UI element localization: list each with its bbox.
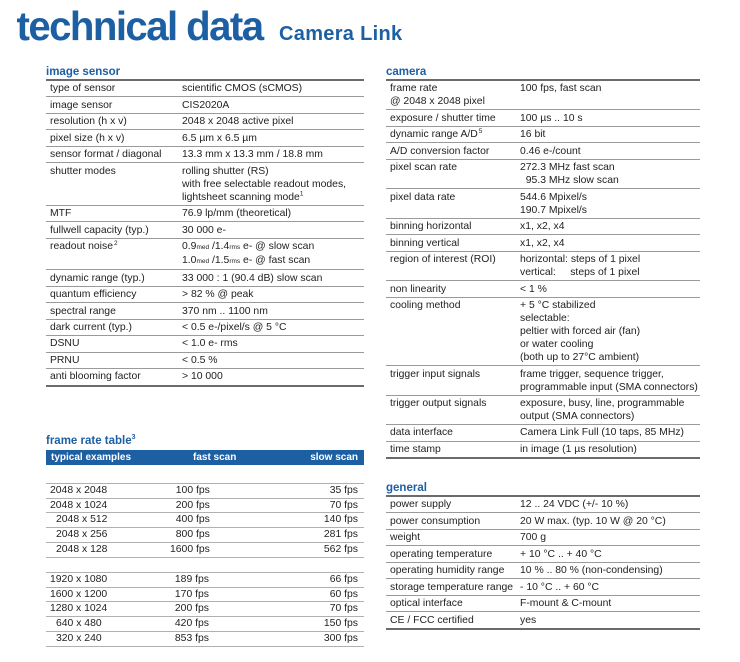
spec-key-text: A/D conversion factor (390, 145, 490, 157)
spec-key-text: anti blooming factor (50, 371, 141, 383)
spec-value (518, 126, 700, 142)
spec-value-line: (both up to 27°C ambient) (520, 352, 640, 364)
spec-key-text: operating humidity range (390, 565, 505, 577)
fast-scan-cell: 100 fps (175, 485, 210, 496)
slow-scan-cell: 300 fps (323, 632, 358, 644)
spec-value-line: exposure, busy, line, programmable (520, 398, 685, 409)
spec-key-text: pixel data rate (390, 191, 456, 203)
spec-key (386, 126, 518, 142)
spec-value (518, 189, 700, 218)
spec-row (46, 146, 364, 162)
subscript: med (196, 258, 210, 266)
spec-key-text: frame rate (390, 83, 438, 95)
spec-value-line: 190.7 Mpixel/s (520, 204, 587, 216)
spec-key-text: MTF (50, 208, 72, 220)
fast-scan-cell: 420 fps (174, 618, 209, 630)
spec-key (386, 546, 518, 562)
spec-row (386, 281, 700, 297)
spec-value-line: programmable input (SMA connectors) (520, 381, 698, 393)
spec-value-line: F-mount & C-mount (520, 598, 612, 610)
subscript: med (196, 244, 210, 252)
slow-scan-cell: 281 fps (323, 529, 358, 541)
spec-key (386, 281, 518, 297)
spec-key (46, 146, 180, 162)
spec-value-line: selectable: (520, 313, 570, 325)
title-sub: Camera Link (279, 23, 403, 45)
spec-row (386, 579, 700, 595)
spec-value-part: lightsheet scanning mode (182, 191, 300, 203)
spec-value-line: + 5 °C stabilized (520, 300, 596, 312)
resolution-cell: 2048 x 1024 (50, 499, 108, 511)
spec-value (180, 130, 364, 146)
camera-heading: camera (386, 66, 427, 78)
spec-key-text: dark current (typ.) (50, 322, 132, 333)
spec-key-text: sensor format / diagonal (50, 149, 162, 161)
spec-value-line: 6.5 µm x 6.5 µm (182, 132, 257, 144)
spec-key-text: spectral range (50, 305, 116, 317)
spec-value-line: Camera Link Full (10 taps, 85 MHz) (520, 427, 684, 439)
spec-value (518, 159, 700, 188)
spec-key-text: trigger input signals (390, 368, 481, 380)
spec-key-text: power consumption (390, 515, 481, 527)
spec-row (46, 369, 364, 386)
spec-value-line: x1, x2, x4 (520, 221, 565, 233)
frame-rate-table-header (46, 450, 364, 465)
spec-value-line: 16 bit (520, 129, 546, 141)
spec-key-text: pixel scan rate (390, 162, 457, 174)
spec-row (46, 319, 364, 335)
frame-rate-row (46, 513, 364, 528)
slow-scan-cell: 150 fps (323, 618, 358, 630)
spec-value-line: - 10 °C .. + 60 °C (520, 581, 600, 593)
fast-scan-cell: 200 fps (174, 603, 209, 615)
spec-key-text: resolution (h x v) (50, 116, 127, 128)
spec-value (180, 80, 364, 97)
spec-key-text: dynamic range (typ.) (50, 272, 145, 284)
spec-row (386, 218, 700, 234)
spec-value (180, 163, 364, 205)
spec-row (386, 395, 700, 424)
spec-row (46, 352, 364, 368)
spec-key (386, 297, 518, 365)
spec-value-line (182, 191, 364, 204)
spec-value-line: 10 % .. 80 % (non-condensing) (520, 565, 663, 577)
spec-row (386, 143, 700, 159)
spec-row (46, 80, 364, 97)
spec-value-part: e- @ fast scan (240, 255, 311, 267)
spec-row (386, 366, 700, 395)
spec-value (518, 366, 700, 395)
spec-value-line: rolling shutter (RS) (182, 165, 269, 177)
slow-scan-cell: 140 fps (323, 514, 358, 526)
spec-key (46, 205, 180, 221)
spec-value-line: > 10 000 (182, 371, 223, 383)
spec-key-text: non linearity (390, 283, 447, 295)
spec-value (518, 529, 700, 545)
general-table (386, 495, 700, 630)
spec-row (386, 425, 700, 441)
spec-value-line: 370 nm .. 1100 nm (182, 305, 268, 317)
spec-row (46, 97, 364, 113)
spec-value-line: 13.3 mm x 13.3 mm / 18.8 mm (182, 149, 323, 161)
spec-row (386, 529, 700, 545)
spec-key-text: cooling method (390, 300, 461, 312)
spec-key-text: binning vertical (390, 237, 460, 249)
subscript: rms (229, 244, 241, 252)
col-fast-scan: fast scan (193, 452, 237, 463)
spec-key (386, 159, 518, 188)
spec-value-line: + 10 °C .. + 40 °C (520, 548, 602, 560)
spec-value-part: 0.9 (182, 241, 197, 253)
resolution-cell: 1920 x 1080 (50, 574, 108, 585)
spec-value-line: 95.3 MHz slow scan (520, 175, 619, 187)
resolution-cell: 320 x 240 (56, 632, 102, 644)
spec-row (386, 496, 700, 513)
spec-key (386, 595, 518, 611)
resolution-cell: 1600 x 1200 (50, 588, 108, 600)
spec-value-line: 700 g (520, 532, 547, 544)
spec-row (46, 163, 364, 205)
resolution-cell: 2048 x 2048 (50, 485, 108, 496)
spec-key-text: PRNU (50, 354, 80, 366)
spec-key-text: trigger output signals (390, 398, 487, 409)
spec-key-text: data interface (390, 427, 453, 439)
spec-value-part: /1.4 (209, 241, 230, 253)
spec-value (518, 297, 700, 365)
spec-key (46, 80, 180, 97)
spec-key (386, 143, 518, 159)
frame-rate-table-heading: frame rate table$^3$ (46, 434, 136, 447)
spec-value-line: 100 µs .. 10 s (520, 112, 583, 124)
frame-rate-row (46, 484, 364, 499)
resolution-cell: 2048 x 256 (56, 529, 108, 541)
spec-value (518, 281, 700, 297)
slow-scan-cell: 562 fps (323, 543, 358, 555)
spec-key (386, 366, 518, 395)
fast-scan-cell: 400 fps (175, 514, 210, 526)
spec-value (180, 286, 364, 302)
spec-row (46, 113, 364, 129)
spec-row (46, 303, 364, 319)
footnote-ref: 2 (113, 239, 118, 247)
frame-rate-group-2 (46, 572, 364, 647)
spec-value (518, 612, 700, 629)
spec-value (180, 113, 364, 129)
frame-rate-row (46, 498, 364, 513)
spec-row (46, 130, 364, 146)
title-main: technical data (16, 3, 263, 49)
resolution-cell: 1280 x 1024 (50, 603, 108, 615)
frame-rate-group-1 (46, 483, 364, 558)
slow-scan-cell: 66 fps (329, 574, 358, 585)
spec-key (386, 529, 518, 545)
spec-row (46, 286, 364, 302)
spec-key-text: pixel size (h x v) (50, 132, 125, 144)
slow-scan-cell: 70 fps (329, 499, 358, 511)
fast-scan-cell: 1600 fps (170, 543, 210, 555)
spec-key-text: operating temperature (390, 548, 493, 560)
spec-row (386, 513, 700, 529)
spec-key-text: shutter modes (50, 165, 116, 177)
spec-row (386, 80, 700, 110)
col-slow-scan: slow scan (310, 452, 358, 463)
spec-row (386, 562, 700, 578)
spec-key-text: binning horizontal (390, 221, 472, 233)
spec-value-line: 33 000 : 1 (90.4 dB) slow scan (182, 272, 323, 284)
spec-key-text: type of sensor (50, 83, 116, 95)
spec-key-text: readout noise (50, 241, 113, 253)
spec-value-line: CIS2020A (182, 99, 230, 111)
spec-key-text: fullwell capacity (typ.) (50, 224, 149, 236)
spec-value (180, 97, 364, 113)
spec-value (180, 319, 364, 335)
spec-key-text: dynamic range A/D (390, 129, 478, 141)
spec-value-line: < 1.0 e- rms (182, 338, 238, 350)
spec-value-line: 272.3 MHz fast scan (520, 162, 615, 174)
frame-rate-row (46, 587, 364, 602)
spec-value-line: 12 .. 24 VDC (+/- 10 %) (520, 499, 629, 511)
resolution-cell: 2048 x 128 (56, 543, 108, 555)
spec-value-line: vertical: steps of 1 pixel (520, 267, 640, 279)
spec-value-line (182, 240, 364, 254)
spec-value-line: in image (1 µs resolution) (520, 443, 637, 455)
spec-key-text: time stamp (390, 443, 441, 455)
spec-key (386, 395, 518, 424)
spec-value (518, 562, 700, 578)
spec-value-line: 100 fps, fast scan (520, 83, 602, 95)
spec-row (386, 189, 700, 218)
spec-key (386, 425, 518, 441)
spec-value (180, 222, 364, 238)
image-sensor-heading: image sensor (46, 66, 121, 78)
spec-key-text: power supply (390, 499, 452, 511)
spec-value (518, 425, 700, 441)
spec-value-line: yes (520, 614, 537, 626)
spec-value-line: < 0.5 e-/pixel/s @ 5 °C (182, 322, 287, 333)
spec-key (386, 496, 518, 513)
spec-key (46, 113, 180, 129)
spec-value (518, 513, 700, 529)
spec-key-text: DSNU (50, 338, 80, 350)
spec-row (46, 222, 364, 238)
spec-value (518, 143, 700, 159)
frame-rate-row (46, 602, 364, 617)
spec-value-line: 0.46 e-/count (520, 145, 581, 157)
spec-value-line: scientific CMOS (sCMOS) (182, 83, 303, 95)
spec-key (46, 303, 180, 319)
spec-value-line: horizontal: steps of 1 pixel (520, 254, 641, 266)
image-sensor-table (46, 79, 364, 387)
spec-value-line: 20 W max. (typ. 10 W @ 20 °C) (520, 515, 666, 527)
spec-value-part: /1.5 (209, 255, 230, 267)
spec-value (180, 336, 364, 352)
spec-key (386, 110, 518, 126)
spec-key-text: storage temperature range (390, 581, 514, 593)
spec-value-line: x1, x2, x4 (520, 237, 565, 249)
spec-value-line: < 1 % (520, 283, 547, 295)
spec-value (518, 235, 700, 251)
spec-value-line (182, 254, 364, 268)
resolution-cell: 640 x 480 (56, 618, 102, 630)
spec-value-part: 1.0 (182, 255, 197, 267)
col-typical-examples: typical examples (51, 452, 132, 463)
spec-row (386, 595, 700, 611)
spec-row (46, 270, 364, 286)
spec-value (518, 218, 700, 234)
spec-key (46, 369, 180, 386)
spec-value-line: 2048 x 2048 active pixel (182, 116, 294, 128)
spec-row (386, 546, 700, 562)
slow-scan-cell: 35 fps (329, 485, 358, 496)
frame-rate-row (46, 573, 364, 588)
frame-rate-row (46, 631, 364, 646)
spec-value (180, 238, 364, 269)
spec-key (46, 97, 180, 113)
spec-value (180, 303, 364, 319)
spec-value (518, 395, 700, 424)
spec-value (518, 80, 700, 110)
spec-key-text: exposure / shutter time (390, 112, 496, 124)
spec-key-text: optical interface (390, 598, 463, 610)
spec-key (386, 579, 518, 595)
fast-scan-cell: 200 fps (175, 499, 210, 511)
spec-value (180, 369, 364, 386)
spec-key (46, 286, 180, 302)
slow-scan-cell: 60 fps (329, 588, 358, 600)
spec-row (46, 205, 364, 221)
spec-key (386, 251, 518, 280)
fast-scan-cell: 170 fps (174, 588, 209, 600)
spec-key (386, 235, 518, 251)
spec-key-text: quantum efficiency (50, 289, 137, 301)
spec-value (518, 595, 700, 611)
spec-row (386, 251, 700, 280)
spec-value (518, 496, 700, 513)
general-heading: general (386, 482, 427, 494)
spec-row (46, 238, 364, 269)
fast-scan-cell: 189 fps (174, 574, 209, 585)
spec-value (180, 352, 364, 368)
frame-rate-row (46, 528, 364, 543)
spec-key (386, 612, 518, 629)
subscript: rms (229, 258, 241, 266)
spec-value-line: with free selectable readout modes, (182, 178, 347, 190)
spec-key (386, 441, 518, 458)
spec-row (386, 126, 700, 142)
footnote-ref: 5 (478, 127, 483, 135)
fast-scan-cell: 853 fps (174, 632, 209, 644)
page-title (14, 3, 403, 49)
frame-rate-row (46, 617, 364, 632)
resolution-cell: 2048 x 512 (56, 514, 108, 526)
footnote-ref: 1 (299, 190, 304, 198)
spec-row (386, 612, 700, 629)
spec-key-text: @ 2048 x 2048 pixel (390, 96, 485, 108)
spec-key-text: image sensor (50, 99, 113, 111)
spec-row (386, 297, 700, 365)
spec-value (180, 205, 364, 221)
spec-key (386, 189, 518, 218)
spec-key (386, 513, 518, 529)
frame-rate-row (46, 542, 364, 557)
spec-row (386, 441, 700, 458)
spec-row (386, 235, 700, 251)
spec-value-line: 76.9 lp/mm (theoretical) (182, 208, 292, 220)
camera-table (386, 79, 700, 459)
spec-value (180, 146, 364, 162)
slow-scan-cell: 70 fps (329, 603, 358, 615)
spec-key-text: region of interest (ROI) (390, 254, 496, 266)
spec-row (46, 336, 364, 352)
spec-key (386, 218, 518, 234)
spec-value (518, 251, 700, 280)
spec-value-line: output (SMA connectors) (520, 411, 635, 422)
spec-value-line: 30 000 e- (182, 224, 226, 236)
spec-value (180, 270, 364, 286)
spec-value-part: e- @ slow scan (240, 241, 315, 253)
spec-key (46, 319, 180, 335)
spec-value-line: 544.6 Mpixel/s (520, 191, 587, 203)
spec-key-text: CE / FCC certified (390, 614, 474, 626)
fast-scan-cell: 800 fps (175, 529, 210, 541)
spec-key (46, 336, 180, 352)
spec-key-text: weight (390, 532, 421, 544)
spec-row (386, 110, 700, 126)
spec-value-line: frame trigger, sequence trigger, (520, 368, 664, 380)
spec-value (518, 546, 700, 562)
spec-key (46, 130, 180, 146)
spec-value (518, 110, 700, 126)
spec-value-line: > 82 % @ peak (182, 289, 254, 301)
spec-key (46, 270, 180, 286)
spec-key (46, 163, 180, 205)
spec-value-line: peltier with forced air (fan) (520, 326, 641, 338)
spec-key (386, 80, 518, 110)
spec-key (46, 222, 180, 238)
spec-key (46, 238, 180, 269)
spec-key (46, 352, 180, 368)
spec-value (518, 441, 700, 458)
spec-row (386, 159, 700, 188)
spec-key (386, 562, 518, 578)
spec-value-line: < 0.5 % (182, 354, 218, 366)
spec-value (518, 579, 700, 595)
spec-value-line: or water cooling (520, 339, 594, 351)
